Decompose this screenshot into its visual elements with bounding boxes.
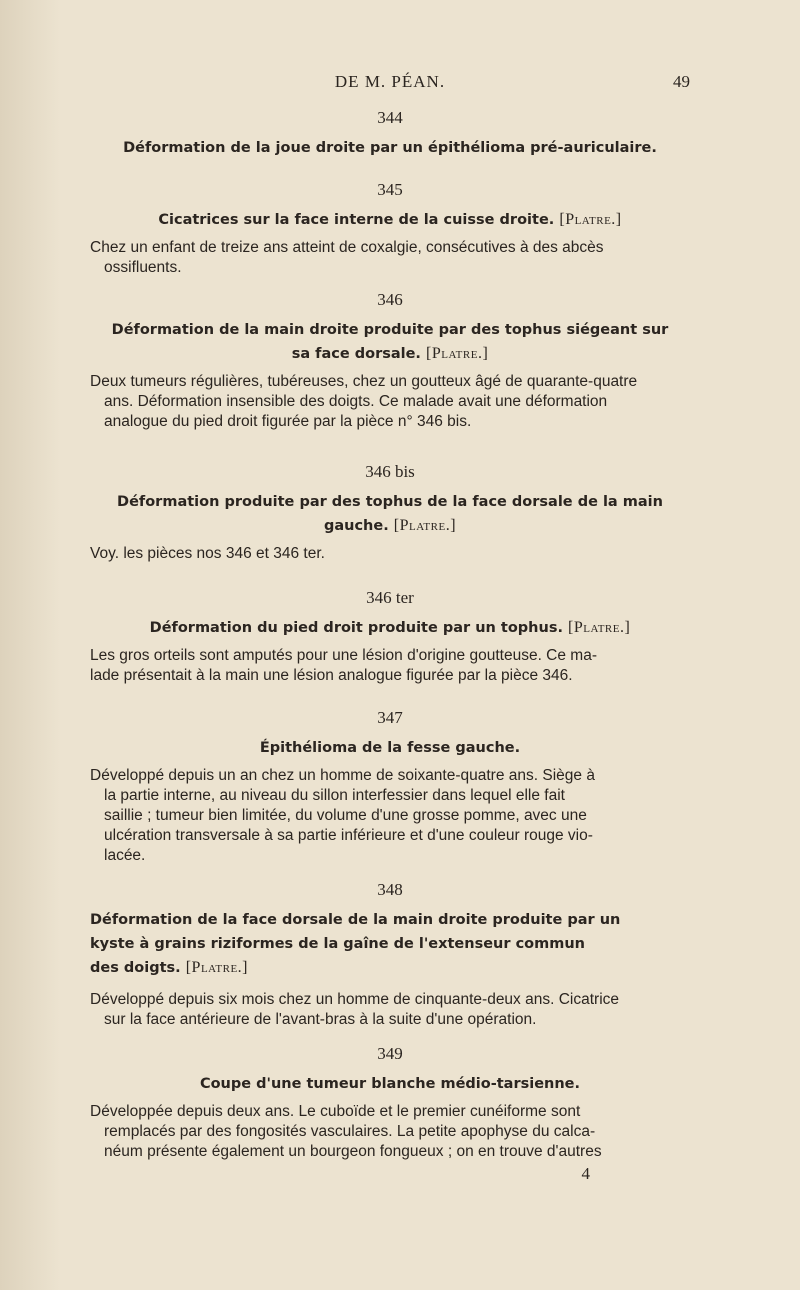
entry-title-text: Déformation de la face dorsale de la main droite produite par un xyxy=(90,912,621,928)
entry-title xyxy=(90,736,690,760)
entry-title-text: Coupe d'une tumeur blanche médio-tarsienne. xyxy=(199,1076,581,1092)
description-line: analogue du pied droit figurée par la pièce n° 346 bis. xyxy=(104,413,472,430)
entry-title-text: Cicatrices sur la face interne de la cuisse droite. xyxy=(158,212,555,228)
entry-title-text-2: sa face dorsale. xyxy=(291,346,421,362)
entry-344 xyxy=(90,108,690,160)
entry-description xyxy=(90,990,690,1030)
entry-346 xyxy=(90,290,690,432)
entry-title xyxy=(90,1072,690,1096)
description-line: lade présentait à la main une lésion analogue figurée par la pièce 346. xyxy=(90,667,573,684)
plate-label: [Platre.] xyxy=(559,211,622,228)
entry-title xyxy=(90,908,690,980)
entry-number: 346 ter xyxy=(366,588,414,607)
entry-348 xyxy=(90,880,690,1030)
entry-title xyxy=(90,616,690,640)
entry-title xyxy=(90,318,690,366)
entry-description xyxy=(90,766,690,866)
plate-label: [Platre.] xyxy=(393,517,457,534)
entry-346-ter xyxy=(90,588,690,686)
description-line: Les gros orteils sont amputés pour une lésion d'origine goutteuse. Ce ma- xyxy=(90,647,597,664)
page-number: 49 xyxy=(673,72,690,91)
description-line: la partie interne, au niveau du sillon interfessier dans lequel elle fait xyxy=(104,787,565,804)
description-line: ulcération transversale à sa partie inférieure et d'une couleur rouge vio- xyxy=(104,827,593,844)
entry-title-text-2: kyste à grains riziformes de la gaîne de l'extenseur commun xyxy=(90,936,585,952)
description-line: Développé depuis six mois chez un homme de cinquante-deux ans. Cicatrice xyxy=(90,991,620,1008)
description-line: ossifluents. xyxy=(104,259,182,276)
description-line: remplacés par des fongosités vasculaires. La petite apophyse du calca- xyxy=(104,1123,596,1140)
entry-number: 344 xyxy=(377,108,403,127)
running-head: DE M. PÉAN. xyxy=(334,72,446,91)
description-line: lacée. xyxy=(104,847,146,864)
entry-title-text: Déformation de la joue droite par un épithélioma pré-auriculaire. xyxy=(123,140,657,156)
entry-description xyxy=(90,238,690,278)
entry-number: 346 xyxy=(377,290,403,309)
entry-title xyxy=(90,208,690,232)
entry-title xyxy=(90,136,690,160)
signature-mark: 4 xyxy=(581,1164,590,1183)
description-line: néum présente également un bourgeon fongueux ; on en trouve d'autres xyxy=(104,1143,602,1160)
entry-346-bis xyxy=(90,462,690,564)
plate-label: [Platre.] xyxy=(426,345,489,362)
entry-title-text: Épithélioma de la fesse gauche. xyxy=(259,740,521,756)
page-header xyxy=(90,60,690,96)
entry-number: 345 xyxy=(377,180,403,199)
entry-number: 348 xyxy=(377,880,403,899)
plate-label: [Platre.] xyxy=(185,959,248,976)
description-line: ans. Déformation insensible des doigts. Ce malade avait une déformation xyxy=(104,393,608,410)
plate-label: [Platre.] xyxy=(568,619,631,636)
entry-description xyxy=(90,372,690,432)
entry-title-text-3: des doigts. xyxy=(90,960,181,976)
entry-title-text: Déformation de la main droite produite par des tophus siégeant sur xyxy=(111,322,669,338)
description-line: Développé depuis un an chez un homme de soixante-quatre ans. Siège à xyxy=(90,767,595,784)
description-line: Voy. les pièces nos 346 et 346 ter. xyxy=(90,545,325,562)
entry-title xyxy=(90,490,690,538)
entry-number: 349 xyxy=(377,1044,403,1063)
description-line: saillie ; tumeur bien limitée, du volume d'une grosse pomme, avec une xyxy=(104,807,587,824)
entry-345 xyxy=(90,180,690,278)
entry-title-text: Déformation produite par des tophus de la face dorsale de la main xyxy=(117,494,663,510)
entry-number: 346 bis xyxy=(365,462,415,481)
entry-number: 347 xyxy=(377,708,403,727)
entry-description xyxy=(90,1102,690,1162)
description-line: Développée depuis deux ans. Le cuboïde et le premier cunéiforme sont xyxy=(90,1103,581,1120)
entry-347 xyxy=(90,708,690,866)
entry-title-text: Déformation du pied droit produite par un tophus. xyxy=(149,620,563,636)
entry-description xyxy=(90,544,690,564)
description-line: Deux tumeurs régulières, tubéreuses, chez un goutteux âgé de quarante-quatre xyxy=(90,373,638,390)
entry-title-text-2: gauche. xyxy=(323,518,389,534)
page xyxy=(90,60,690,1184)
entry-349 xyxy=(90,1044,690,1162)
entry-description xyxy=(90,646,690,686)
page-edge-shadow xyxy=(0,0,60,1290)
description-line: sur la face antérieure de l'avant-bras à la suite d'une opération. xyxy=(104,1011,537,1028)
description-line: Chez un enfant de treize ans atteint de coxalgie, consécutives à des abcès xyxy=(90,239,604,256)
